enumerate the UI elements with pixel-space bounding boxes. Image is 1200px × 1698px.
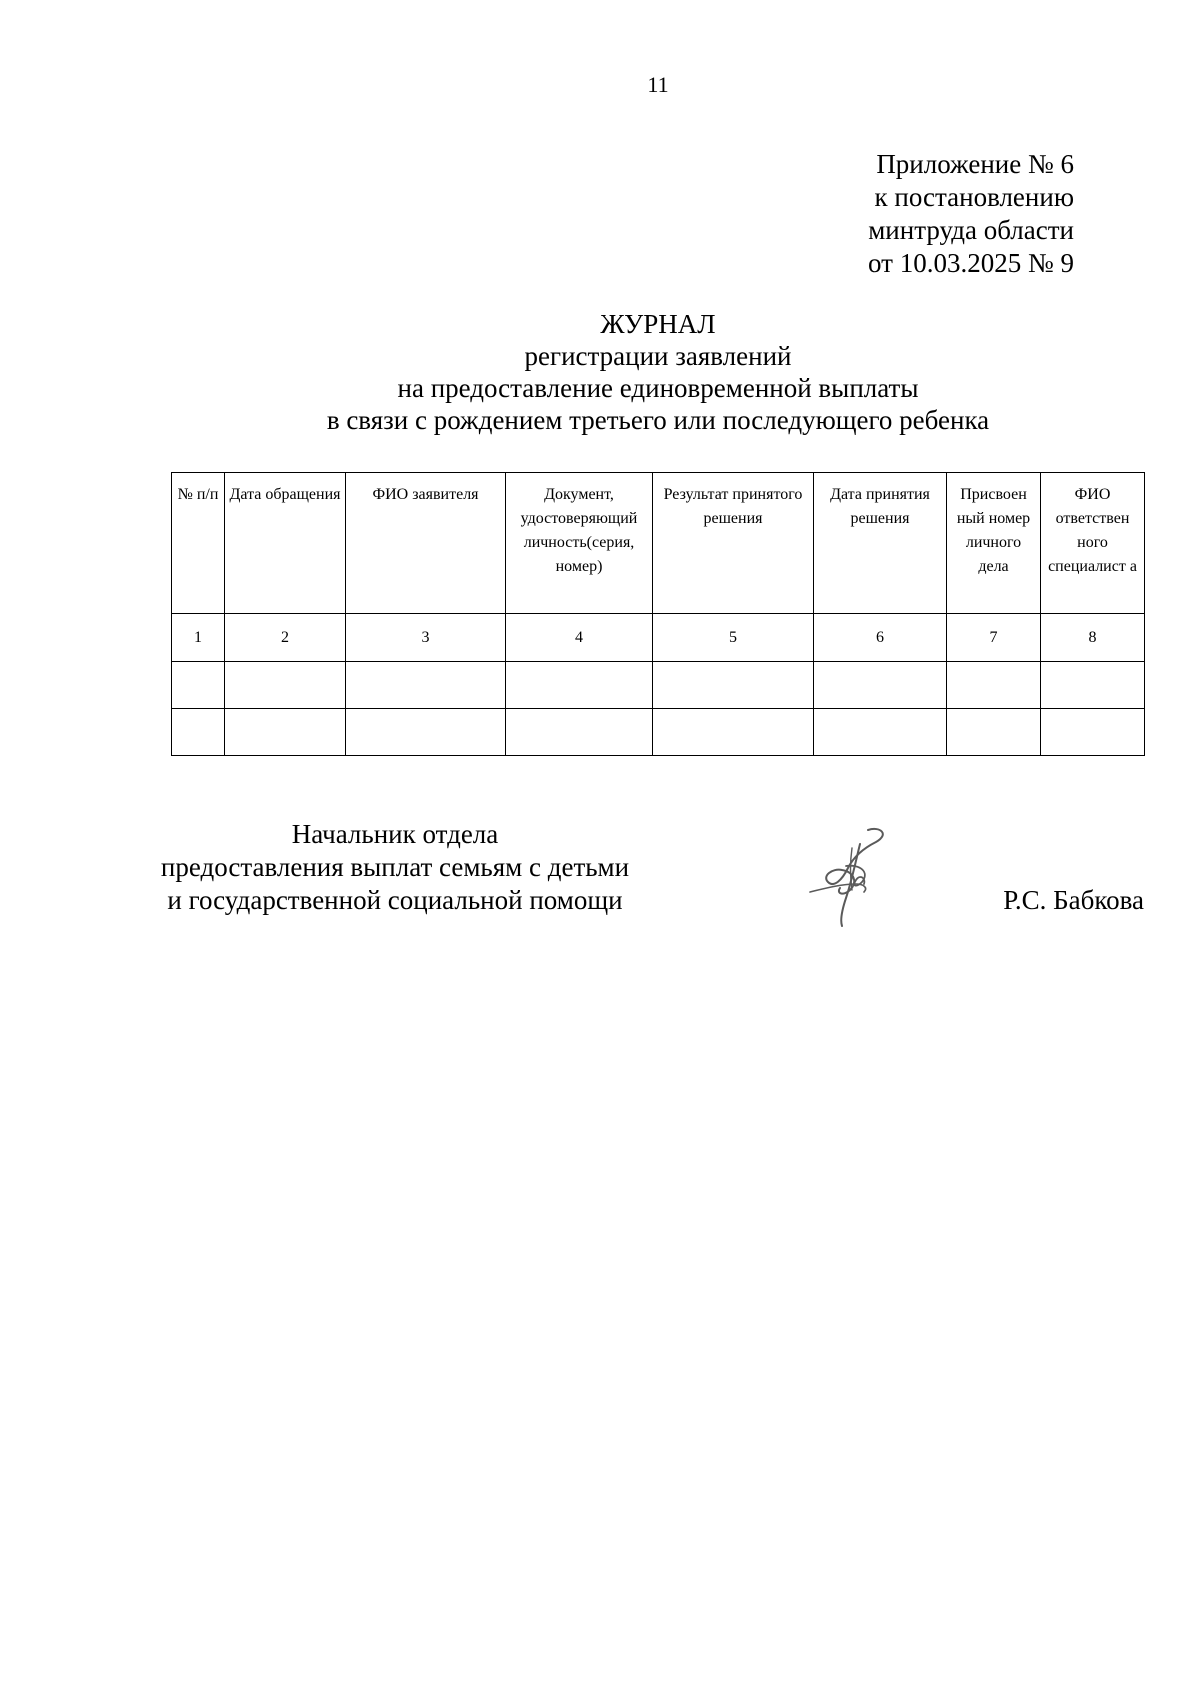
column-number-cell: 2	[225, 614, 346, 662]
empty-cell	[346, 662, 506, 709]
header-cell: ФИО заявителя	[346, 473, 506, 614]
column-number-cell: 5	[653, 614, 814, 662]
page-number: 11	[647, 72, 669, 97]
column-number-cell: 8	[1041, 614, 1145, 662]
column-number-cell: 7	[947, 614, 1041, 662]
position-line-3: и государственной социальной помощи	[167, 885, 623, 915]
header-cell: Дата обращения	[225, 473, 346, 614]
header-cell: Дата принятия решения	[814, 473, 947, 614]
empty-cell	[653, 662, 814, 709]
table-header-row	[172, 473, 1145, 614]
column-number-cell: 1	[172, 614, 225, 662]
empty-cell	[814, 709, 947, 756]
column-number-cell: 3	[346, 614, 506, 662]
title-line-2: на предоставление единовременной выплаты	[397, 373, 919, 403]
empty-cell	[1041, 662, 1145, 709]
appendix-line-2: к постановлению	[874, 182, 1074, 212]
appendix-line-1: Приложение № 6	[876, 149, 1074, 179]
empty-cell	[225, 709, 346, 756]
document-title	[0, 308, 1200, 436]
empty-cell	[653, 709, 814, 756]
column-number-cell: 6	[814, 614, 947, 662]
column-number-row	[172, 614, 1145, 662]
empty-cell	[506, 662, 653, 709]
appendix-block	[868, 148, 1074, 280]
position-line-2: предоставления выплат семьям с детьми	[160, 852, 630, 882]
header-cell: Результат принятого решения	[653, 473, 814, 614]
empty-cell	[172, 662, 225, 709]
empty-cell	[947, 662, 1041, 709]
empty-cell	[225, 662, 346, 709]
empty-cell	[814, 662, 947, 709]
header-cell: Присвоен ный номер личного дела	[947, 473, 1041, 614]
signatory-position	[150, 818, 640, 917]
empty-cell	[1041, 709, 1145, 756]
header-cell: № п/п	[172, 473, 225, 614]
column-number-cell: 4	[506, 614, 653, 662]
appendix-line-4: от 10.03.2025 № 9	[868, 248, 1074, 278]
title-heading: ЖУРНАЛ	[600, 309, 716, 339]
table-row	[172, 709, 1145, 756]
table-row	[172, 662, 1145, 709]
title-line-1: регистрации заявлений	[524, 341, 792, 371]
appendix-line-3: минтруда области	[868, 215, 1074, 245]
title-line-3: в связи с рождением третьего или последующего ребенка	[326, 405, 990, 435]
handwritten-signature	[806, 826, 906, 928]
empty-cell	[172, 709, 225, 756]
empty-cell	[947, 709, 1041, 756]
journal-table	[171, 472, 1145, 756]
header-cell: Документ, удостоверяющий личность(серия, номер)	[506, 473, 653, 614]
header-cell: ФИО ответствен ного специалист а	[1041, 473, 1145, 614]
signatory-name: Р.С. Бабкова	[1003, 885, 1144, 915]
empty-cell	[346, 709, 506, 756]
position-line-1: Начальник отдела	[291, 819, 499, 849]
empty-cell	[506, 709, 653, 756]
